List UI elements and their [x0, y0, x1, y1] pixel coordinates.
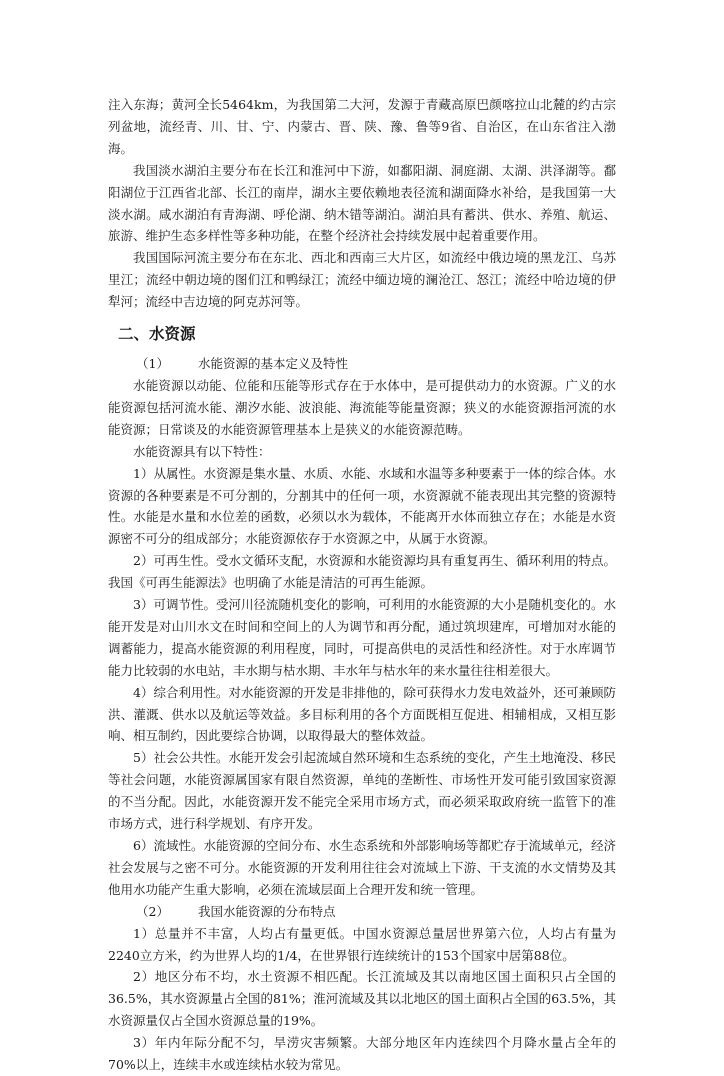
paragraph-characteristic-1: 1）从属性。水资源是集水量、水质、水能、水域和水温等多种要素于一体的综合体。水资源的各种要素是不可分割的，分割其中的任何一项，水资源就不能表现出其完整的资源特性。水能是水量和水位差的函数，必须以水为载体，不能离开水体而独立存在；水能是水资源密不可分的组成部分；水能资源依存于水资源之中，从属于水资源。 [108, 465, 616, 547]
paragraph-yellow-river: 注入东海；黄河全长5464km，为我国第二大河，发源于青藏高原巴颜喀拉山北麓的约古宗列盆地，流经青、川、甘、宁、内蒙古、晋、陕、豫、鲁等9省、自治区，在山东省注入渤海。 [108, 97, 616, 156]
paragraph-international-rivers: 我国国际河流主要分布在东北、西北和西南三大片区，如流经中俄边境的黑龙江、乌苏里江；流经中朝边境的图们江和鸭绿江；流经中缅边境的澜沧江、怒江；流经中哈边境的伊犁河；流经中吉边境的阿克苏河等。 [108, 250, 616, 310]
subsection-2-number: （2） [136, 903, 169, 919]
paragraph-characteristic-4: 4）综合利用性。对水能资源的开发是非排他的，除可获得水力发电效益外，还可兼顾防洪、灌溉、供水以及航运等效益。多目标利用的各个方面既相互促进、相辅相成，又相互影响、相互制约，因此要综合协调，以取得最大的整体效益。 [108, 684, 616, 744]
paragraph-characteristic-2: 2）可再生性。受水文循环支配，水资源和水能资源均具有重复再生、循环利用的特点。我国《可再生能源法》也明确了水能是清洁的可再生能源。 [108, 553, 616, 591]
paragraph-distribution-3: 3）年内年际分配不匀，旱涝灾害频繁。大部分地区年内连续四个月降水量占全年的70%以上，连续丰水或连续枯水较为常见。 [108, 1035, 616, 1073]
subsection-1-number: （1） [136, 356, 169, 372]
paragraph-characteristic-5: 5）社会公共性。水能开发会引起流域自然环境和生态系统的变化，产生土地淹没、移民等社会问题，水能资源属国家有限自然资源，单纯的垄断性、市场性开发可能引致国家资源的不当分配。因此，水能资源开发不能完全采用市场方式，而必须采取政府统一监管下的准市场方式，进行科学规划、有序开发。 [108, 750, 616, 832]
document-page [108, 94, 616, 1076]
paragraph-distribution-1: 1）总量并不丰富，人均占有量更低。中国水资源总量居世界第六位，人均占有量为2240立方米，约为世界人均的1/4，在世界银行连续统计的153个国家中居第88位。 [108, 925, 616, 963]
paragraph-characteristic-6: 6）流域性。水能资源的空间分布、水生态系统和外部影响场等都贮存于流域单元，经济社会发展与之密不可分。水能资源的开发利用往往会对流域上下游、干支流的水文情势及其他用水功能产生重大影响，必须在流域层面上合理开发和统一管理。 [108, 838, 616, 897]
paragraph-characteristic-3: 3）可调节性。受河川径流随机变化的影响，可利用的水能资源的大小是随机变化的。水能开发是对山川水文在时间和空间上的人为调节和再分配，通过筑坝建库，可增加对水能的调蓄能力，提高水能资源的利用程度，同时，可提高供电的灵活性和经济性。对于水库调节能力比较弱的水电站，丰水期与枯水期、丰水年与枯水年的来水量往往相差很大。 [108, 597, 616, 678]
paragraph-definition: 水能资源以动能、位能和压能等形式存在于水体中，是可提供动力的水资源。广义的水能资源包括河流水能、潮汐水能、波浪能、海流能等能量资源；狭义的水能资源指河流的水能资源；日常谈及的水能资源管理基本上是狭义的水能资源范畴。 [108, 377, 616, 437]
subsection-2-title: 我国水能资源的分布特点 [198, 903, 336, 919]
subsection-1-heading [108, 353, 616, 375]
subsection-1-title: 水能资源的基本定义及特性 [198, 356, 349, 372]
subsection-2-heading [108, 901, 616, 923]
paragraph-characteristics-intro: 水能资源具有以下特性： [133, 443, 271, 459]
paragraph-distribution-2: 2）地区分布不均，水土资源不相匹配。长江流域及其以南地区国土面积只占全国的36.5%，其水资源量占全国的81%；淮河流域及其以北地区的国土面积占全国的63.5%，其水资源量仅占全国水资源总量的19%。 [108, 969, 616, 1029]
paragraph-lakes: 我国淡水湖泊主要分布在长江和淮河中下游，如鄱阳湖、洞庭湖、太湖、洪泽湖等。鄱阳湖位于江西省北部、长江的南岸，湖水主要依赖地表径流和湖面降水补给，是我国第一大淡水湖。咸水湖泊有青海湖、呼伦湖、纳木错等湖泊。湖泊具有蓄洪、供水、养殖、航运、旅游、维护生态多样性等多种功能，在整个经济社会持续发展中起着重要作用。 [108, 162, 616, 244]
section-heading-water-resources: 二、水资源 [118, 325, 196, 344]
